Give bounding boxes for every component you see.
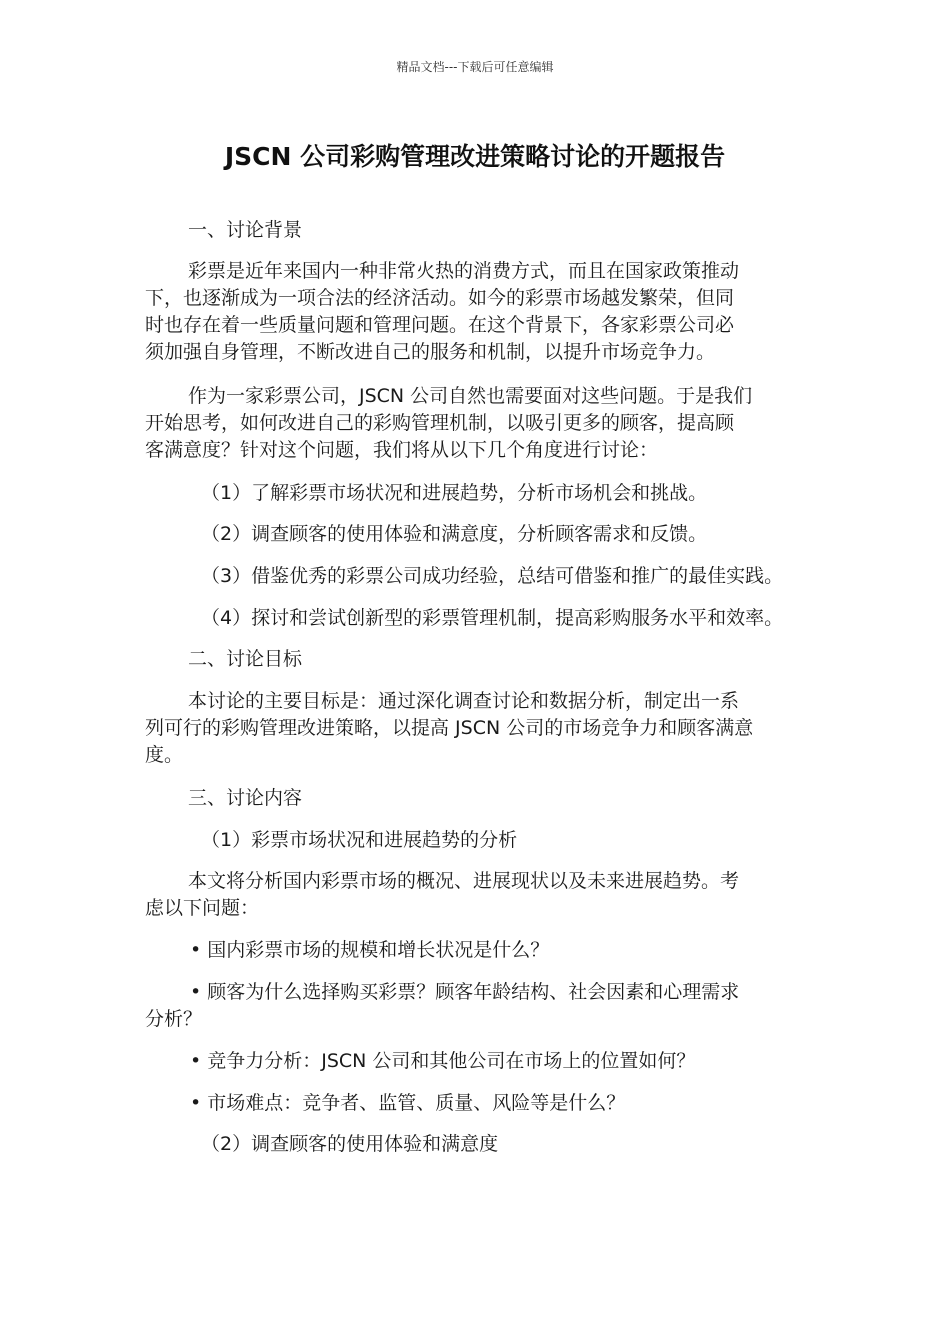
paragraph-line: 列可行的彩购管理改进策略，以提高 JSCN 公司的市场竞争力和顾客满意 — [145, 717, 754, 739]
bullet-text: • 国内彩票市场的规模和增长状况是什么？ — [190, 939, 550, 961]
heading-text: 三、讨论内容 — [188, 787, 303, 809]
paragraph-line: 本讨论的主要目标是：通过深化调查讨论和数据分析，制定出一系 — [188, 690, 740, 712]
paragraph-line: 开始思考，如何改进自己的彩购管理机制，以吸引更多的顾客，提高顾 — [145, 412, 735, 434]
subheading-market-analysis — [145, 827, 825, 854]
paragraph-line: 作为一家彩票公司，JSCN 公司自然也需要面对这些问题。于是我们 — [188, 385, 753, 407]
list-item-text: （1）了解彩票市场状况和进展趋势，分析市场机会和挑战。 — [201, 482, 708, 504]
bullet-item — [145, 979, 825, 1033]
section-heading-content — [145, 785, 825, 812]
bullet-item — [145, 937, 825, 964]
bullet-text: 分析？ — [145, 1008, 203, 1030]
list-item-text: （4）探讨和尝试创新型的彩票管理机制，提高彩购服务水平和效率。 — [201, 607, 784, 629]
paragraph-line: 彩票是近年来国内一种非常火热的消费方式，而且在国家政策推动 — [188, 260, 740, 282]
list-item — [145, 480, 825, 507]
heading-text: 一、讨论背景 — [188, 219, 303, 241]
list-item — [145, 605, 825, 632]
bullet-item — [145, 1090, 825, 1117]
bullet-text: • 竞争力分析：JSCN 公司和其他公司在市场上的位置如何？ — [190, 1050, 696, 1072]
header-note: 精品文档---下载后可任意编辑 — [396, 60, 554, 74]
paragraph-line: 本文将分析国内彩票市场的概况、进展现状以及未来进展趋势。考 — [188, 870, 740, 892]
list-item-text: （2）调查顾客的使用体验和满意度，分析顾客需求和反馈。 — [201, 523, 708, 545]
list-item — [145, 521, 825, 548]
paragraph-line: 客满意度？针对这个问题，我们将从以下几个角度进行讨论： — [145, 439, 659, 461]
paragraph-line: 时也存在着一些质量问题和管理问题。在这个背景下，各家彩票公司必 — [145, 314, 735, 336]
subheading-text: （1）彩票市场状况和进展趋势的分析 — [201, 829, 518, 851]
paragraph-market-analysis — [145, 868, 825, 922]
subheading-text: （2）调查顾客的使用体验和满意度 — [201, 1133, 499, 1155]
section-heading-background — [145, 217, 825, 244]
document-title: JSCN 公司彩购管理改进策略讨论的开题报告 — [224, 142, 726, 171]
paragraph-line: 虑以下问题： — [145, 897, 260, 919]
paragraph-goals — [145, 688, 825, 769]
paragraph-line: 下，也逐渐成为一项合法的经济活动。如今的彩票市场越发繁荣，但同 — [145, 287, 735, 309]
paragraph-background — [145, 258, 825, 366]
section-heading-goals — [145, 646, 825, 673]
paragraph-line: 度。 — [145, 744, 184, 766]
bullet-text: • 市场难点：竞争者、监管、质量、风险等是什么？ — [190, 1092, 626, 1114]
paragraph-company-problem — [145, 383, 825, 464]
bullet-item — [145, 1048, 825, 1075]
list-item-text: （3）借鉴优秀的彩票公司成功经验，总结可借鉴和推广的最佳实践。 — [201, 565, 784, 587]
paragraph-line: 须加强自身管理，不断改进自己的服务和机制，以提升市场竞争力。 — [145, 341, 716, 363]
heading-text: 二、讨论目标 — [188, 648, 303, 670]
subheading-customer-survey — [145, 1131, 825, 1158]
list-item — [145, 563, 825, 590]
bullet-text: • 顾客为什么选择购买彩票？顾客年龄结构、社会因素和心理需求 — [190, 981, 740, 1003]
